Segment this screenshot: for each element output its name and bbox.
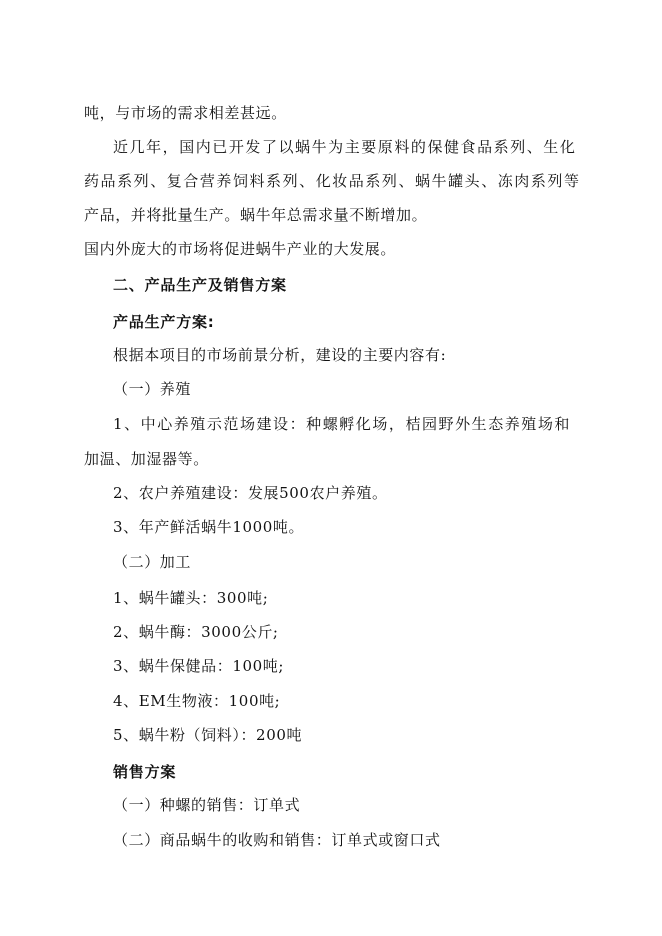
list-item: （一）种螺的销售：订单式: [113, 796, 301, 814]
subsection-heading: 产品生产方案:: [113, 313, 215, 331]
paragraph-line: 根据本项目的市场前景分析，建设的主要内容有:: [113, 346, 447, 364]
section-heading: 二、产品生产及销售方案: [113, 276, 287, 294]
list-item: 1、中心养殖示范场建设：种螺孵化场，桔园野外生态养殖场和: [113, 415, 571, 433]
paragraph-line: 药品系列、复合营养饲料系列、化妆品系列、蜗牛罐头、冻肉系列等: [84, 172, 581, 190]
paragraph-line: 吨，与市场的需求相差甚远。: [84, 104, 287, 122]
list-item: 5、蜗牛粉（饲料）：200吨: [113, 726, 303, 744]
list-item: 2、农户养殖建设：发展500农户养殖。: [113, 484, 388, 502]
list-item: 4、EM生物液：100吨;: [113, 692, 281, 710]
subsection-heading: 销售方案: [113, 763, 177, 781]
list-item: 3、年产鲜活蜗牛1000吨。: [113, 518, 305, 536]
paragraph-line: 产品，并将批量生产。蜗牛年总需求量不断增加。: [84, 206, 428, 224]
list-item-continuation: 加温、加湿器等。: [84, 450, 209, 468]
list-subheading: （二）加工: [113, 553, 192, 571]
paragraph-line: 国内外庞大的市场将促进蜗牛产业的大发展。: [84, 240, 397, 258]
list-item: 3、蜗牛保健品：100吨;: [113, 657, 285, 675]
list-item: 1、蜗牛罐头：300吨;: [113, 589, 269, 607]
list-item: 2、蜗牛酶：3000公斤;: [113, 623, 279, 641]
list-item: （二）商品蜗牛的收购和销售：订单式或窗口式: [113, 831, 441, 849]
list-subheading: （一）养殖: [113, 380, 192, 398]
paragraph-line: 近几年，国内已开发了以蜗牛为主要原料的保健食品系列、生化: [113, 138, 577, 156]
